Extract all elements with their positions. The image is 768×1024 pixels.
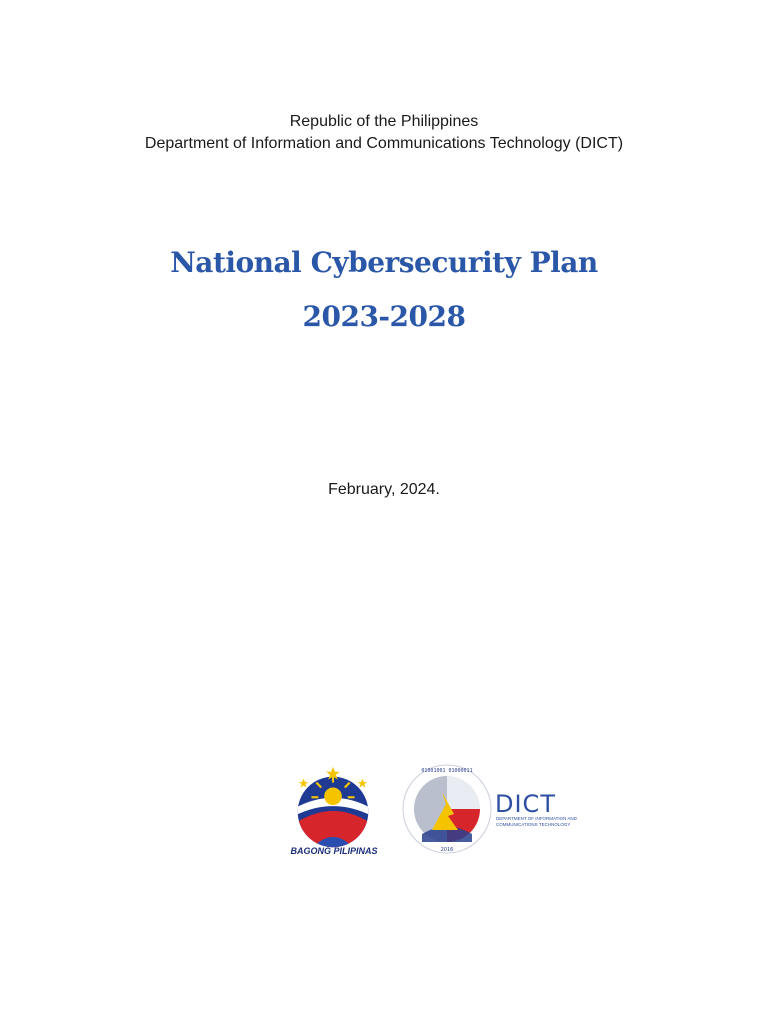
dict-seal-icon [402,764,492,854]
document-title [0,236,768,344]
title-line-2: 2023-2028 [302,300,466,333]
svg-text:01001001 01000011: 01001001 01000011 [421,768,473,774]
bagong-pilipinas-logo [284,760,382,860]
dict-wordmark: DICT [495,790,556,818]
header-block [0,111,768,155]
title-line-1: National Cybersecurity Plan [170,246,598,279]
dict-subtitle: DEPARTMENT OF INFORMATION AND COMMUNICATIONS TECHNOLOGY [496,816,577,827]
document-date: February, 2024. [328,481,440,498]
bagong-pilipinas-text: BAGONG PILIPINAS [290,846,378,856]
republic-line: Republic of the Philippines [289,113,479,130]
dict-seal-year: 2016 [440,847,454,853]
department-line: Department of Information and Communications Technology (DICT) [144,135,624,152]
logos-row [284,760,584,870]
